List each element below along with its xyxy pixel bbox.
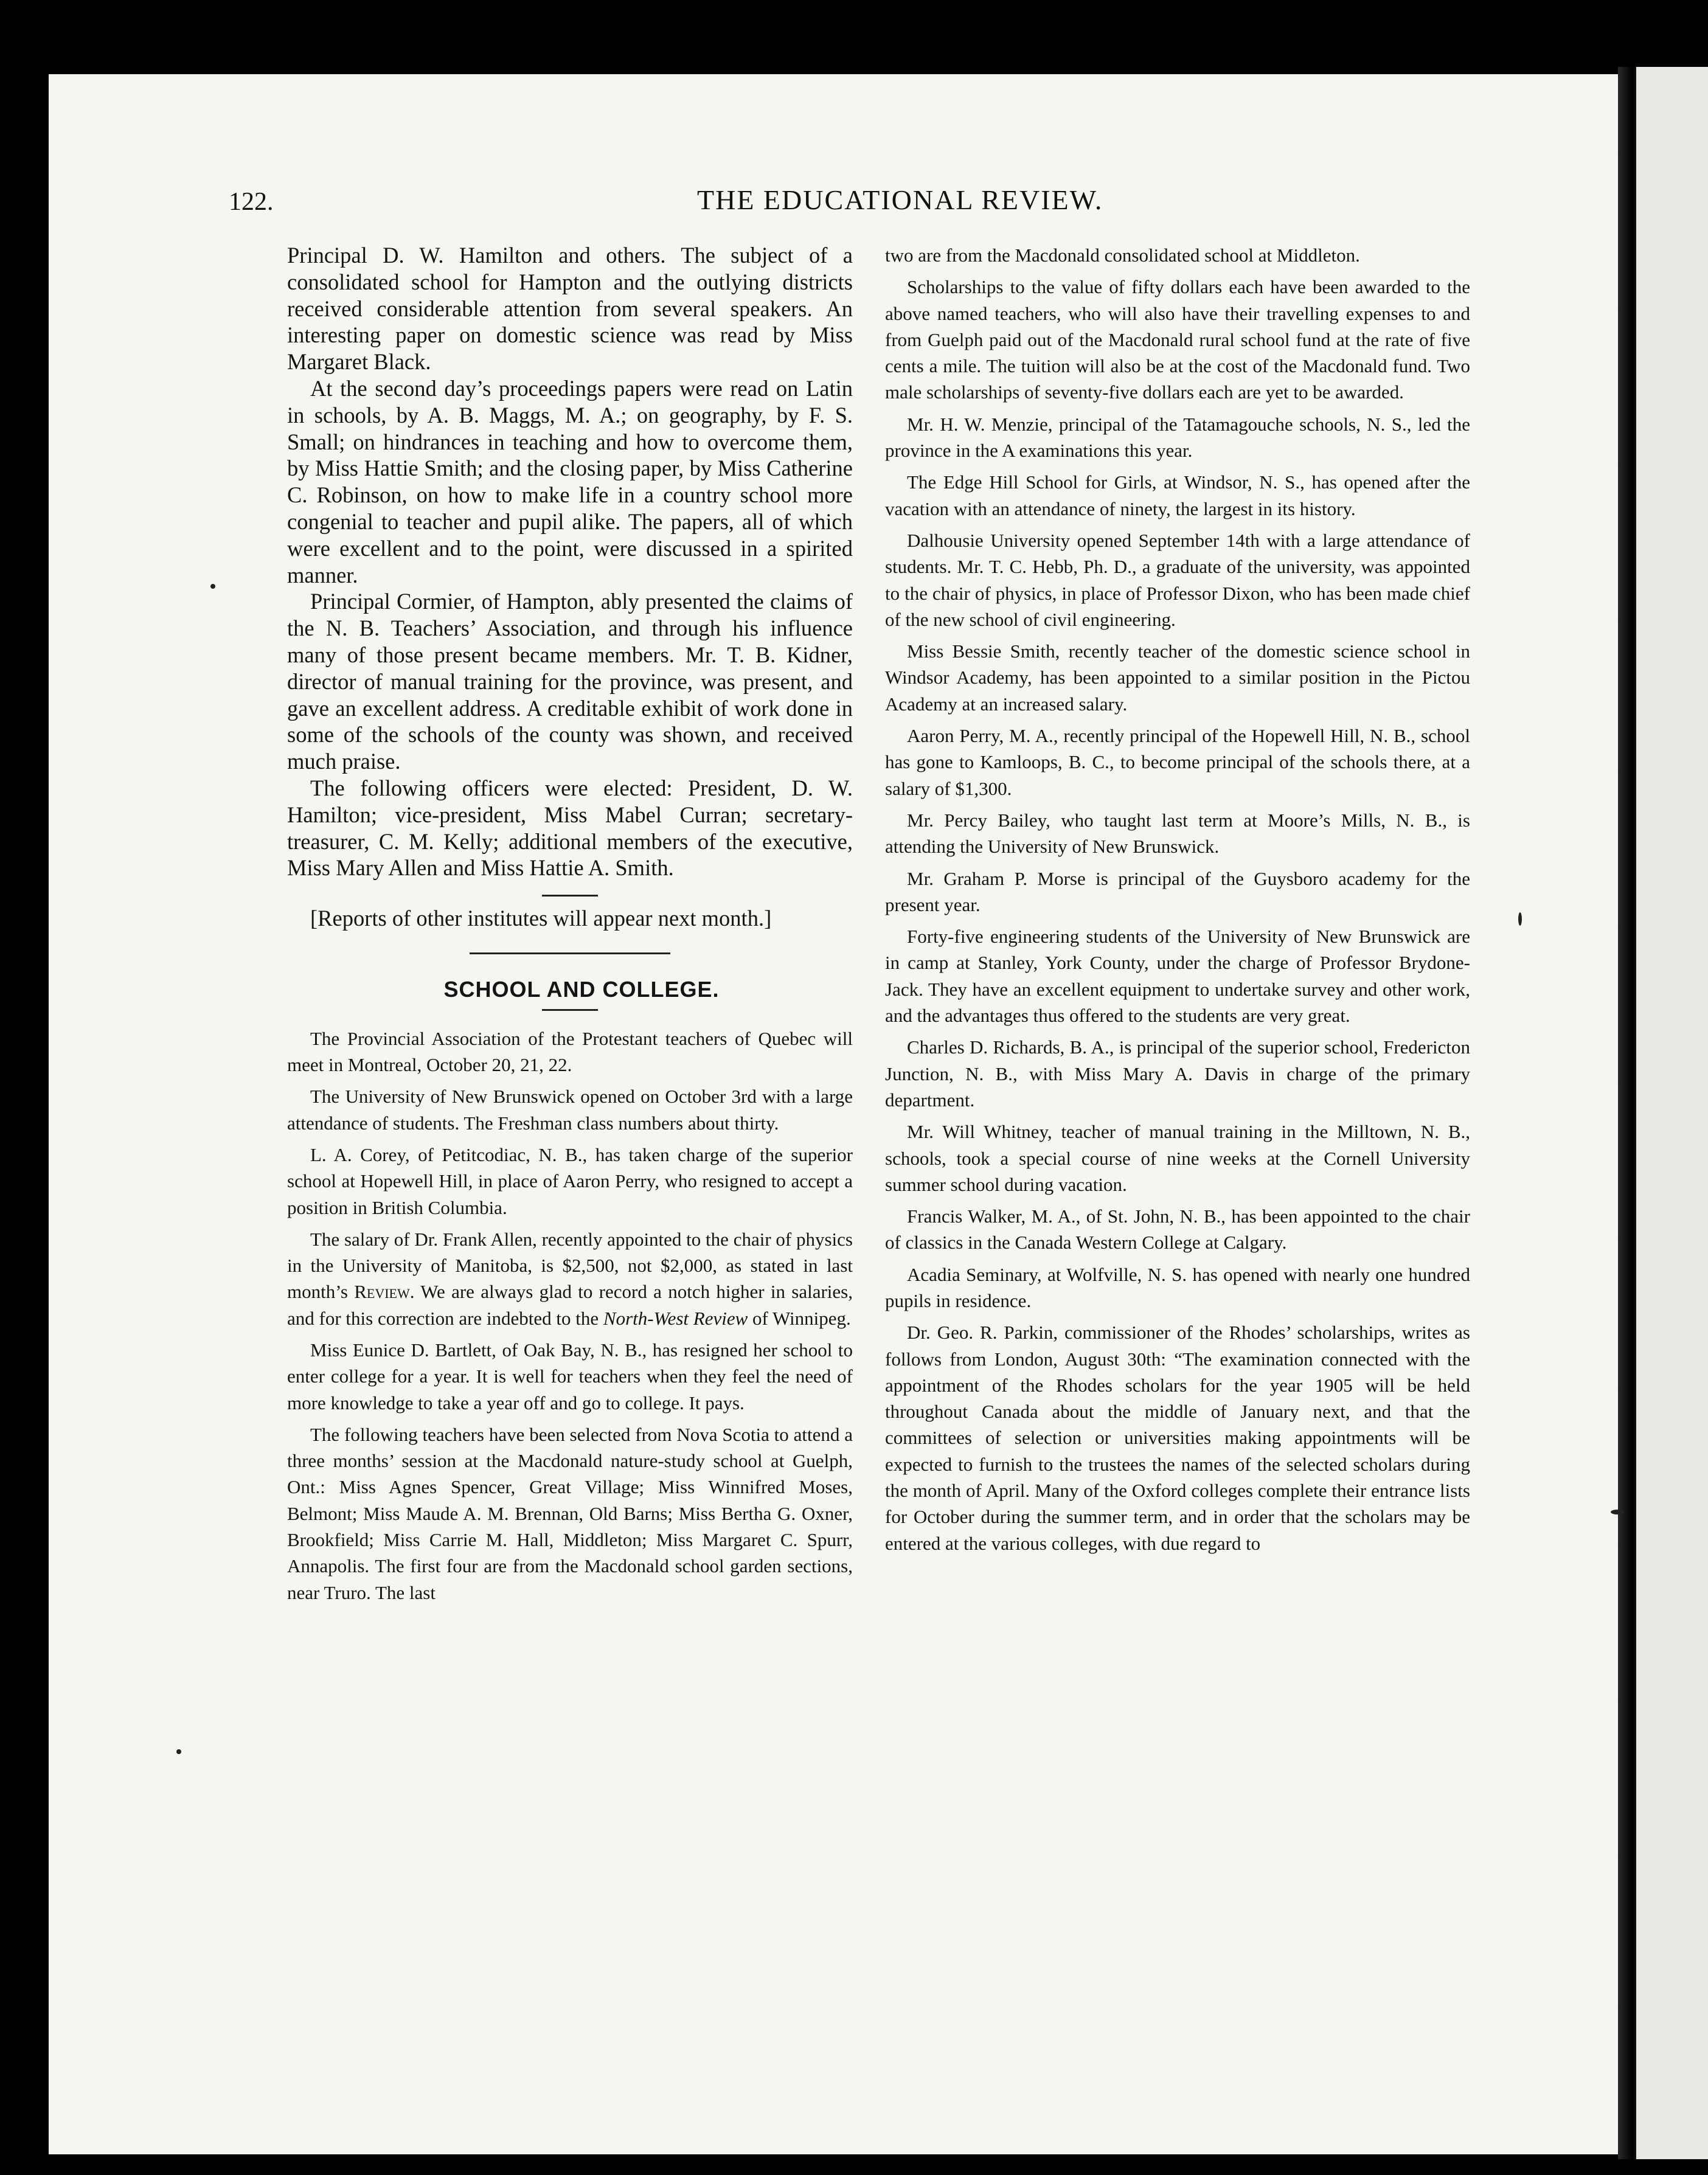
divider xyxy=(542,895,598,897)
paragraph: The following officers were elected: President, D. W. Hamilton; vice-president, Miss Mabel Curran; secretary-treasurer, C. M. Kelly; additional members of the executive, Miss Mary Allen and Miss Hattie A. Smith. xyxy=(287,775,853,881)
continuation-text: two are from the Macdonald consolidated school at Middleton. xyxy=(885,245,1360,266)
news-items xyxy=(287,1025,853,1606)
speck xyxy=(1611,1510,1624,1514)
news-item: The University of New Brunswick opened on October 3rd with a large attendance of students. The Freshman class numbers about thirty. xyxy=(287,1086,853,1134)
news-item: Miss Eunice D. Bartlett, of Oak Bay, N. B., has resigned her school to enter college for a year. It is well for teachers when they feel the need of more knowledge to take a year off and go to college. It pays. xyxy=(287,1339,853,1414)
running-title: THE EDUCATIONAL REVIEW. xyxy=(697,184,1103,215)
editor-note: [Reports of other institutes will appear next month.] xyxy=(310,906,772,931)
paragraph: Principal D. W. Hamilton and others. The subject of a consolidated school for Hampton and the outlying districts received considerable attention from several speakers. An interesting paper on domestic science was read by Miss Margaret Black. xyxy=(287,243,853,375)
review-name: Review xyxy=(354,1281,410,1303)
news-item: Aaron Perry, M. A., recently principal of the Hopewell Hill, N. B., school has gone to Kamloops, B. C., to become principal of the schools there, at a salary of $1,300. xyxy=(885,725,1470,799)
text: . We are always glad to record a notch higher in salaries, and for this correction are indebted to the xyxy=(287,1281,853,1329)
news-item: L. A. Corey, of Petitcodiac, N. B., has taken charge of the superior school at Hopewell Hill, in place of Aaron Perry, who resigned to accept a position in British Columbia. xyxy=(287,1143,853,1218)
text: of Winnipeg. xyxy=(748,1307,851,1329)
news-item: Miss Bessie Smith, recently teacher of the domestic science school in Windsor Academy, has been appointed to a similar position in the Pictou Academy at an increased salary. xyxy=(885,640,1470,715)
paragraph: At the second day’s proceedings papers were read on Latin in schools, by A. B. Maggs, M. A.; on geography, by F. S. Small; on hindrances in teaching and how to overcome them, by Miss Hattie Smith; and the closing paper, by Miss Catherine C. Robinson, on how to make life in a country school more congenial to teacher and pupil alike. The papers, all of which were excellent and to the point, were discussed in a spirited manner. xyxy=(287,375,853,588)
news-item: The Provincial Association of the Protestant teachers of Quebec will meet in Montreal, October 20, 21, 22. xyxy=(287,1027,853,1076)
speck xyxy=(1518,912,1522,926)
right-column xyxy=(885,242,1470,1562)
news-item: Mr. Percy Bailey, who taught last term at Moore’s Mills, N. B., is attending the University of New Brunswick. xyxy=(885,809,1470,858)
page-number: 122. xyxy=(229,188,274,216)
news-item: Charles D. Richards, B. A., is principal of the superior school, Fredericton Junction, N. B., with Miss Mary A. Davis in charge of the primary department. xyxy=(885,1036,1470,1111)
news-item: The following teachers have been selected from Nova Scotia to attend a three months’ session at the Macdonald nature-study school at Guelph, Ont.: Miss Agnes Spencer, Great Village; Miss Winnifred Moses, Belmont; Miss Maude A. M. Brennan, Old Barns; Miss Bertha G. Oxner, Brookfield; Miss Carrie M. Hall, Middleton; Miss Margaret C. Spurr, Annapolis. The first four are from the Macdonald school garden sections, near Truro. The last xyxy=(287,1423,853,1603)
news-item: Mr. H. W. Menzie, principal of the Tatamagouche schools, N. S., led the province in the A examinations this year. xyxy=(885,413,1470,462)
news-item: Dalhousie University opened September 14th with a large attendance of students. Mr. T. C. Hebb, Ph. D., a graduate of the university, was appointed to the chair of physics, in place of Professor Dixon, who has been made chief of the new school of civil engineering. xyxy=(885,529,1470,630)
institute-report xyxy=(287,242,853,881)
news-item: Mr. Graham P. Morse is principal of the Guysboro academy for the present year. xyxy=(885,867,1470,915)
page-header xyxy=(229,184,1488,226)
section-title: SCHOOL AND COLLEGE. xyxy=(443,976,720,1002)
text: The salary of Dr. Frank Allen, recently appointed to the chair of physics in the University of Manitoba, is $2,500, not $2,000, as stated in last month’s xyxy=(287,1228,853,1303)
news-item: Dr. Geo. R. Parkin, commissioner of the Rhodes’ scholarships, writes as follows from London, August 30th: “The examination connected with the appointment of the Rhodes scholars for the year 1905 will be held throughout Canada about the middle of January next, and that the committees of selection or universities making appointments will be expected to furnish to the trustees the names of the selected scholars during the month of April. Many of the Oxford colleges complete their entrance lists for October during the summer term, and in order that the scholars may be entered at the various colleges, with due regard to xyxy=(885,1322,1470,1554)
paragraph: Principal Cormier, of Hampton, ably presented the claims of the N. B. Teachers’ Association, and through his influence many of those present became members. Mr. T. B. Kidner, director of manual training for the province, was present, and gave an excellent address. A creditable exhibit of work done in some of the schools of the county was shown, and received much praise. xyxy=(287,589,853,774)
news-item: Francis Walker, M. A., of St. John, N. B., has been appointed to the chair of classics in the Canada Western College at Calgary. xyxy=(885,1205,1470,1254)
divider xyxy=(542,1009,598,1011)
adjacent-page-edge xyxy=(1636,67,1708,2159)
news-item: Scholarships to the value of fifty dollars each have been awarded to the above named teachers, who will also have their travelling expenses to and from Guelph paid out of the Macdonald rural school fund at the rate of five cents a mile. The tuition will also be at the cost of the Macdonald fund. Two male scholarships of seventy-five dollars each are yet to be awarded. xyxy=(885,276,1470,403)
news-item: Mr. Will Whitney, teacher of manual training in the Milltown, N. B., schools, took a special course of nine weeks at the Cornell University summer school during vacation. xyxy=(885,1121,1470,1195)
left-column xyxy=(287,242,853,1611)
journal-title: North-West Review xyxy=(603,1307,748,1329)
news-item: Acadia Seminary, at Wolfville, N. S. has opened with nearly one hundred pupils in residence. xyxy=(885,1263,1470,1311)
section-divider xyxy=(470,952,670,954)
news-item: The Edge Hill School for Girls, at Windsor, N. S., has opened after the vacation with an attendance of ninety, the largest in its history. xyxy=(885,471,1470,519)
speck xyxy=(210,584,215,589)
news-item: Forty-five engineering students of the University of New Brunswick are in camp at Stanley, York County, under the charge of Professor Brydone-Jack. They have an excellent equipment to undertake survey and other work, and the advantages thus offered to the students are very great. xyxy=(885,926,1470,1027)
speck xyxy=(176,1749,181,1754)
news-item-salary xyxy=(287,1226,853,1331)
